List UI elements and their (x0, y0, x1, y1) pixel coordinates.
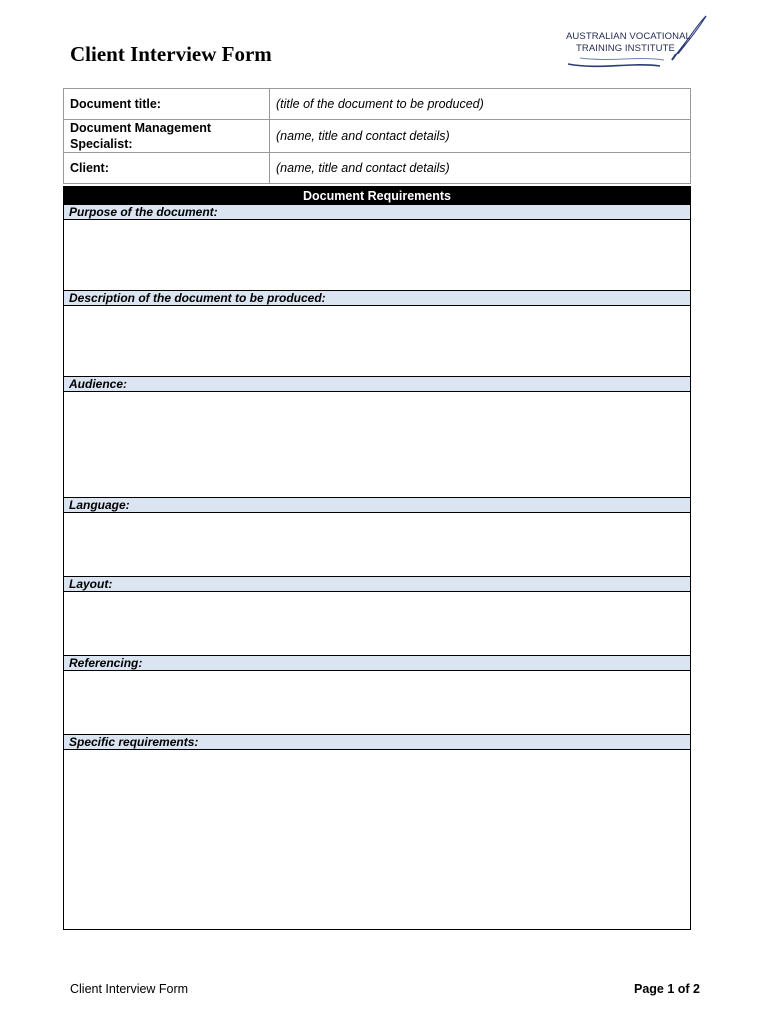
quill-pen-icon (560, 12, 710, 72)
language-label: Language: (64, 497, 690, 513)
purpose-field[interactable] (64, 220, 690, 290)
logo-text-line1: AUSTRALIAN VOCATIONAL (566, 31, 691, 42)
referencing-label: Referencing: (64, 655, 690, 671)
specialist-label: Document Management Specialist: (64, 120, 270, 153)
audience-label: Audience: (64, 376, 690, 392)
client-label: Client: (64, 153, 270, 184)
referencing-field[interactable] (64, 671, 690, 734)
specialist-field[interactable]: (name, title and contact details) (270, 120, 691, 153)
table-row (64, 153, 691, 184)
table-row (64, 89, 691, 120)
document-info-table (63, 88, 691, 184)
document-requirements-box (63, 186, 691, 930)
language-field[interactable] (64, 513, 690, 576)
requirements-heading: Document Requirements (64, 187, 690, 205)
description-field[interactable] (64, 306, 690, 376)
institute-logo (560, 12, 710, 72)
logo-text-line2: TRAINING INSTITUTE (576, 43, 675, 54)
layout-label: Layout: (64, 576, 690, 592)
table-row (64, 120, 691, 153)
document-title-field[interactable]: (title of the document to be produced) (270, 89, 691, 120)
layout-field[interactable] (64, 592, 690, 655)
footer-title: Client Interview Form (70, 982, 189, 996)
specific-requirements-label: Specific requirements: (64, 734, 690, 750)
page-title: Client Interview Form (70, 42, 272, 66)
description-label: Description of the document to be produced: (64, 290, 690, 306)
audience-field[interactable] (64, 392, 690, 497)
specific-requirements-field[interactable] (64, 750, 690, 929)
document-title-label: Document title: (64, 89, 270, 120)
purpose-label: Purpose of the document: (64, 204, 690, 220)
client-field[interactable]: (name, title and contact details) (270, 153, 691, 184)
page-number: Page 1 of 2 (634, 982, 700, 996)
